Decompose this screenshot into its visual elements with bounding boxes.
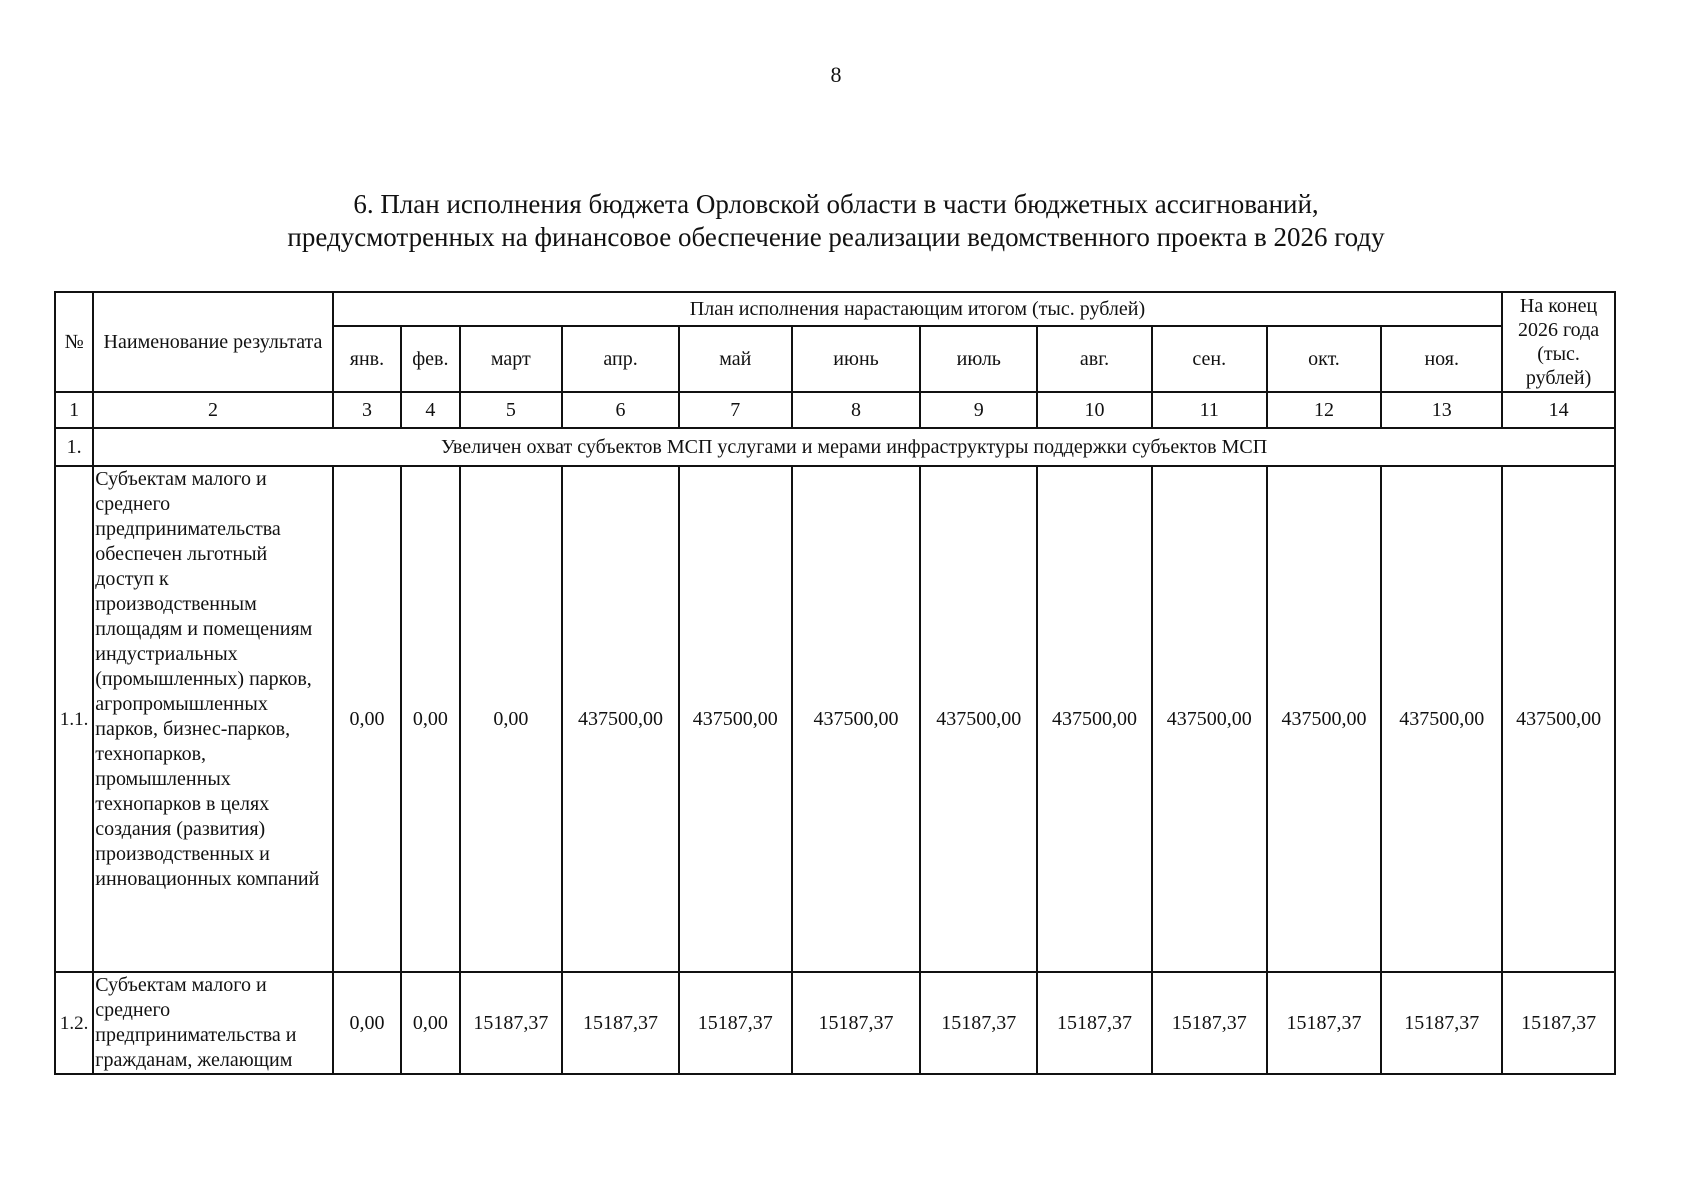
header-month: окт. (1267, 326, 1382, 392)
column-number: 14 (1502, 392, 1615, 428)
header-month: март (460, 326, 563, 392)
column-number: 3 (333, 392, 401, 428)
column-number: 7 (679, 392, 792, 428)
value-cell: 15187,37 (460, 972, 563, 1074)
value-cell: 0,00 (460, 466, 563, 972)
value-cell: 15187,37 (792, 972, 921, 1074)
column-number: 12 (1267, 392, 1382, 428)
header-final: На конец 2026 года (тыс. рублей) (1502, 292, 1615, 392)
section-row (55, 428, 1615, 466)
budget-plan-table (54, 291, 1616, 1075)
value-cell: 437500,00 (920, 466, 1037, 972)
column-number: 13 (1381, 392, 1502, 428)
header-month: июнь (792, 326, 921, 392)
document-title (0, 188, 1672, 254)
header-month: янв. (333, 326, 401, 392)
header-month: авг. (1037, 326, 1152, 392)
column-number: 8 (792, 392, 921, 428)
header-month: май (679, 326, 792, 392)
value-cell: 15187,37 (1381, 972, 1502, 1074)
value-cell: 437500,00 (1502, 466, 1615, 972)
row-name: Субъектам малого и среднего предпринимательства и гражданам, желающим (93, 972, 333, 1074)
section-title: Увеличен охват субъектов МСП услугами и мерами инфраструктуры поддержки субъектов МСП (93, 428, 1615, 466)
column-number: 9 (920, 392, 1037, 428)
value-cell: 15187,37 (562, 972, 679, 1074)
row-num: 1.1. (55, 466, 93, 972)
title-line-1: 6. План исполнения бюджета Орловской области в части бюджетных ассигнований, (353, 189, 1319, 219)
column-number: 11 (1152, 392, 1267, 428)
value-cell: 15187,37 (1502, 972, 1615, 1074)
header-month: июль (920, 326, 1037, 392)
value-cell: 15187,37 (679, 972, 792, 1074)
header-plan-span: План исполнения нарастающим итогом (тыс. рублей) (333, 292, 1502, 326)
column-number-row (55, 392, 1615, 428)
section-num: 1. (55, 428, 93, 466)
value-cell: 437500,00 (679, 466, 792, 972)
value-cell: 437500,00 (1037, 466, 1152, 972)
header-name: Наименование результата (93, 292, 333, 392)
value-cell: 437500,00 (1267, 466, 1382, 972)
header-month: фев. (401, 326, 459, 392)
value-cell: 0,00 (333, 466, 401, 972)
header-row-1 (55, 292, 1615, 326)
column-number: 2 (93, 392, 333, 428)
value-cell: 15187,37 (1267, 972, 1382, 1074)
value-cell: 437500,00 (1152, 466, 1267, 972)
value-cell: 0,00 (401, 466, 459, 972)
row-num: 1.2. (55, 972, 93, 1074)
value-cell: 0,00 (333, 972, 401, 1074)
value-cell: 437500,00 (562, 466, 679, 972)
row-name: Субъектам малого и среднего предпринимательства обеспечен льготный доступ к производственным площадям и помещениям индустриальных (промышленных) парков, агропромышленных парков, бизнес-парков, технопарков, промышленных технопарков в целях создания (развития) производственных и инновационных компаний (93, 466, 333, 972)
value-cell: 15187,37 (1152, 972, 1267, 1074)
table-row (55, 972, 1615, 1074)
header-month: ноя. (1381, 326, 1502, 392)
page-number: 8 (830, 62, 842, 87)
column-number: 5 (460, 392, 563, 428)
value-cell: 15187,37 (920, 972, 1037, 1074)
title-line-2: предусмотренных на финансовое обеспечение реализации ведомственного проекта в 2026 году (287, 222, 1385, 252)
column-number: 6 (562, 392, 679, 428)
column-number: 10 (1037, 392, 1152, 428)
value-cell: 437500,00 (792, 466, 921, 972)
value-cell: 437500,00 (1381, 466, 1502, 972)
table-row (55, 466, 1615, 972)
header-num: № (55, 292, 93, 392)
column-number: 4 (401, 392, 459, 428)
value-cell: 0,00 (401, 972, 459, 1074)
header-month: апр. (562, 326, 679, 392)
header-month: сен. (1152, 326, 1267, 392)
column-number: 1 (55, 392, 93, 428)
value-cell: 15187,37 (1037, 972, 1152, 1074)
